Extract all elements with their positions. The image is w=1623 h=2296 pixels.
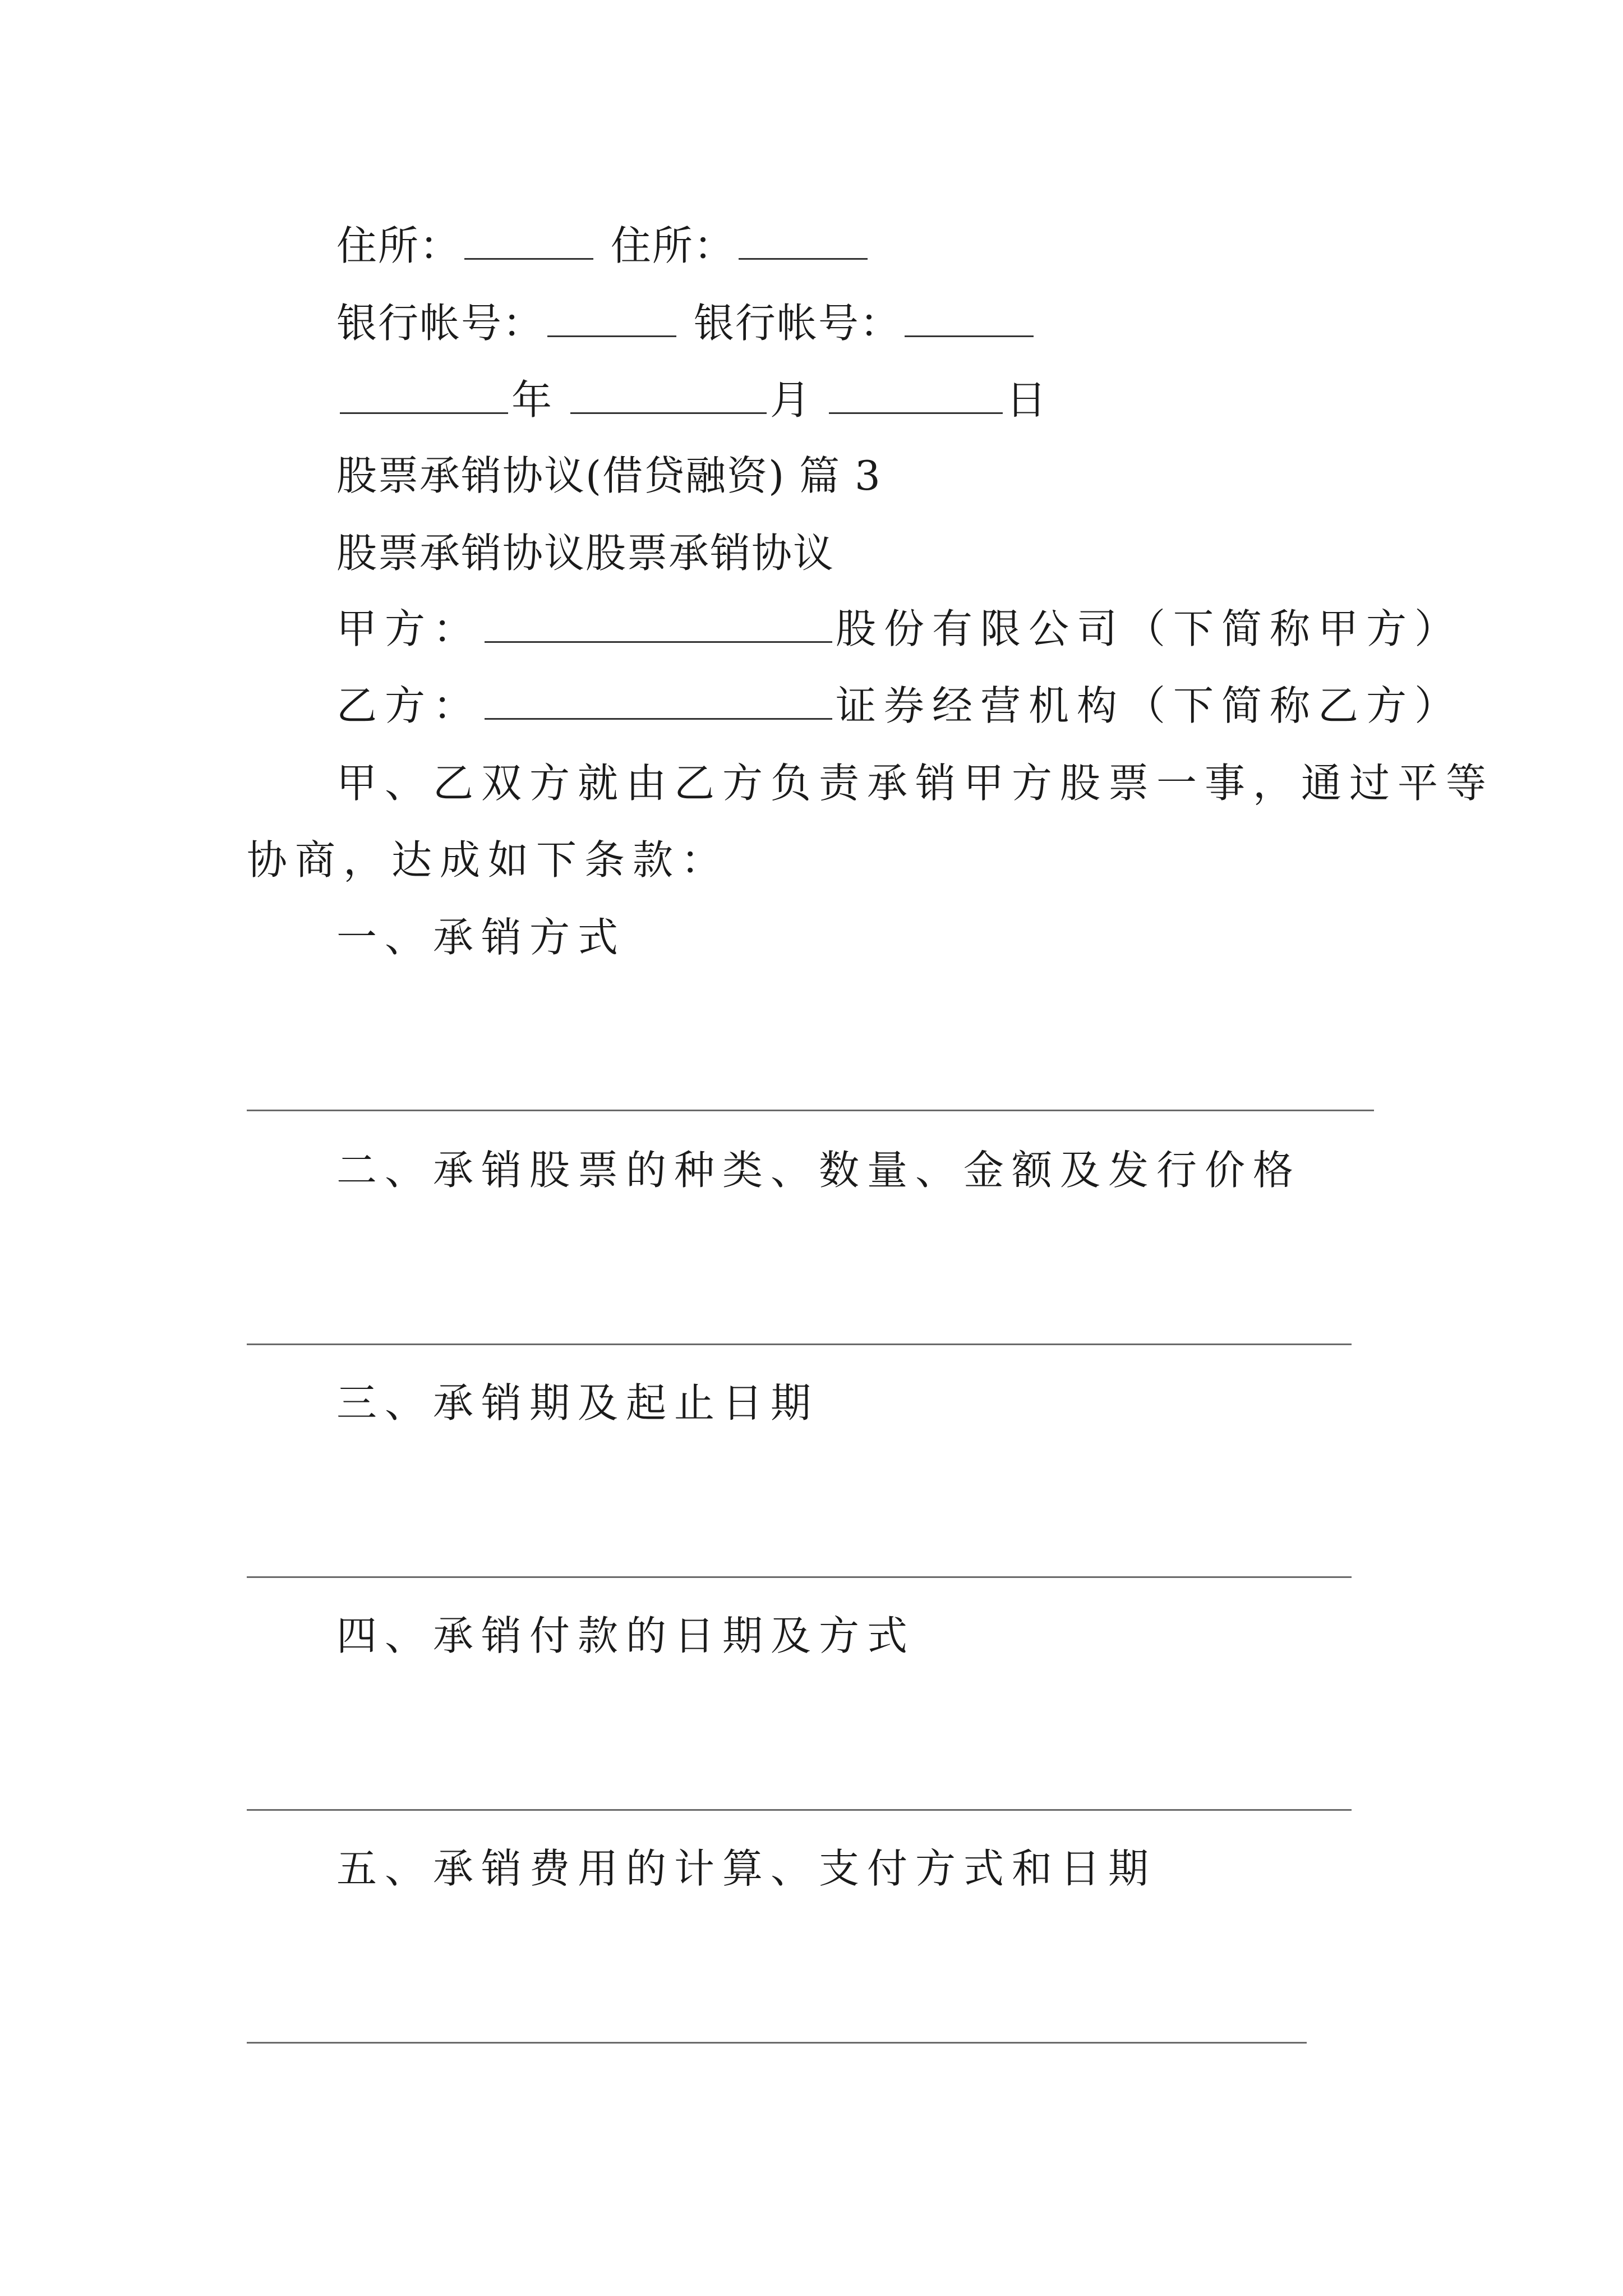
bank-account-line: [336, 296, 1037, 350]
day-blank[interactable]: [829, 379, 1003, 414]
party-a-suffix: 股份有限公司（下简称甲方）: [836, 605, 1463, 652]
bank-label-b: 银行帐号：: [693, 300, 901, 347]
bank-blank-b[interactable]: [905, 302, 1034, 337]
section-4-fill-line[interactable]: [247, 1809, 1352, 1811]
party-a-blank[interactable]: [485, 608, 832, 643]
party-b-blank[interactable]: [485, 684, 832, 720]
document-title: 股票承销协议(借贷融资) 篇 3: [336, 452, 882, 499]
section-2-heading: 二、承销股票的种类、数量、金额及发行价格: [336, 1147, 1302, 1194]
section-1-fill-line[interactable]: [247, 1110, 1374, 1111]
address-line: [336, 219, 871, 273]
month-blank[interactable]: [570, 379, 767, 414]
intro-line-2: 协商，达成如下条款：: [247, 836, 730, 884]
intro-line-1: 甲、乙双方就由乙方负责承销甲方股票一事，通过平等: [336, 760, 1495, 807]
day-label: 日: [1006, 376, 1048, 424]
bank-label-a: 银行帐号：: [336, 300, 545, 347]
section-5-fill-line[interactable]: [247, 2042, 1307, 2044]
party-b-label: 乙方：: [336, 682, 482, 729]
bank-blank-a[interactable]: [547, 302, 676, 337]
party-b-suffix: 证券经营机构（下简称乙方）: [836, 682, 1463, 729]
party-b-line: [336, 679, 1463, 733]
address-blank-b[interactable]: [739, 224, 868, 260]
section-3-fill-line[interactable]: [247, 1576, 1352, 1578]
year-label: 年: [511, 376, 554, 424]
section-2-fill-line[interactable]: [247, 1343, 1352, 1345]
section-5-heading: 五、承销费用的计算、支付方式和日期: [336, 1845, 1157, 1892]
section-4-heading: 四、承销付款的日期及方式: [336, 1612, 916, 1659]
section-1-heading: 一、承销方式: [336, 914, 626, 961]
agreement-subtitle: 股票承销协议股票承销协议: [336, 530, 835, 577]
address-blank-a[interactable]: [464, 224, 593, 260]
party-a-label: 甲方：: [336, 605, 482, 652]
month-label: 月: [769, 376, 811, 424]
address-label-b: 住所：: [610, 222, 735, 269]
address-label-a: 住所：: [336, 222, 462, 269]
party-a-line: [336, 602, 1463, 656]
date-line: [336, 373, 1048, 427]
section-3-heading: 三、承销期及起止日期: [336, 1379, 819, 1427]
year-blank[interactable]: [340, 379, 508, 414]
